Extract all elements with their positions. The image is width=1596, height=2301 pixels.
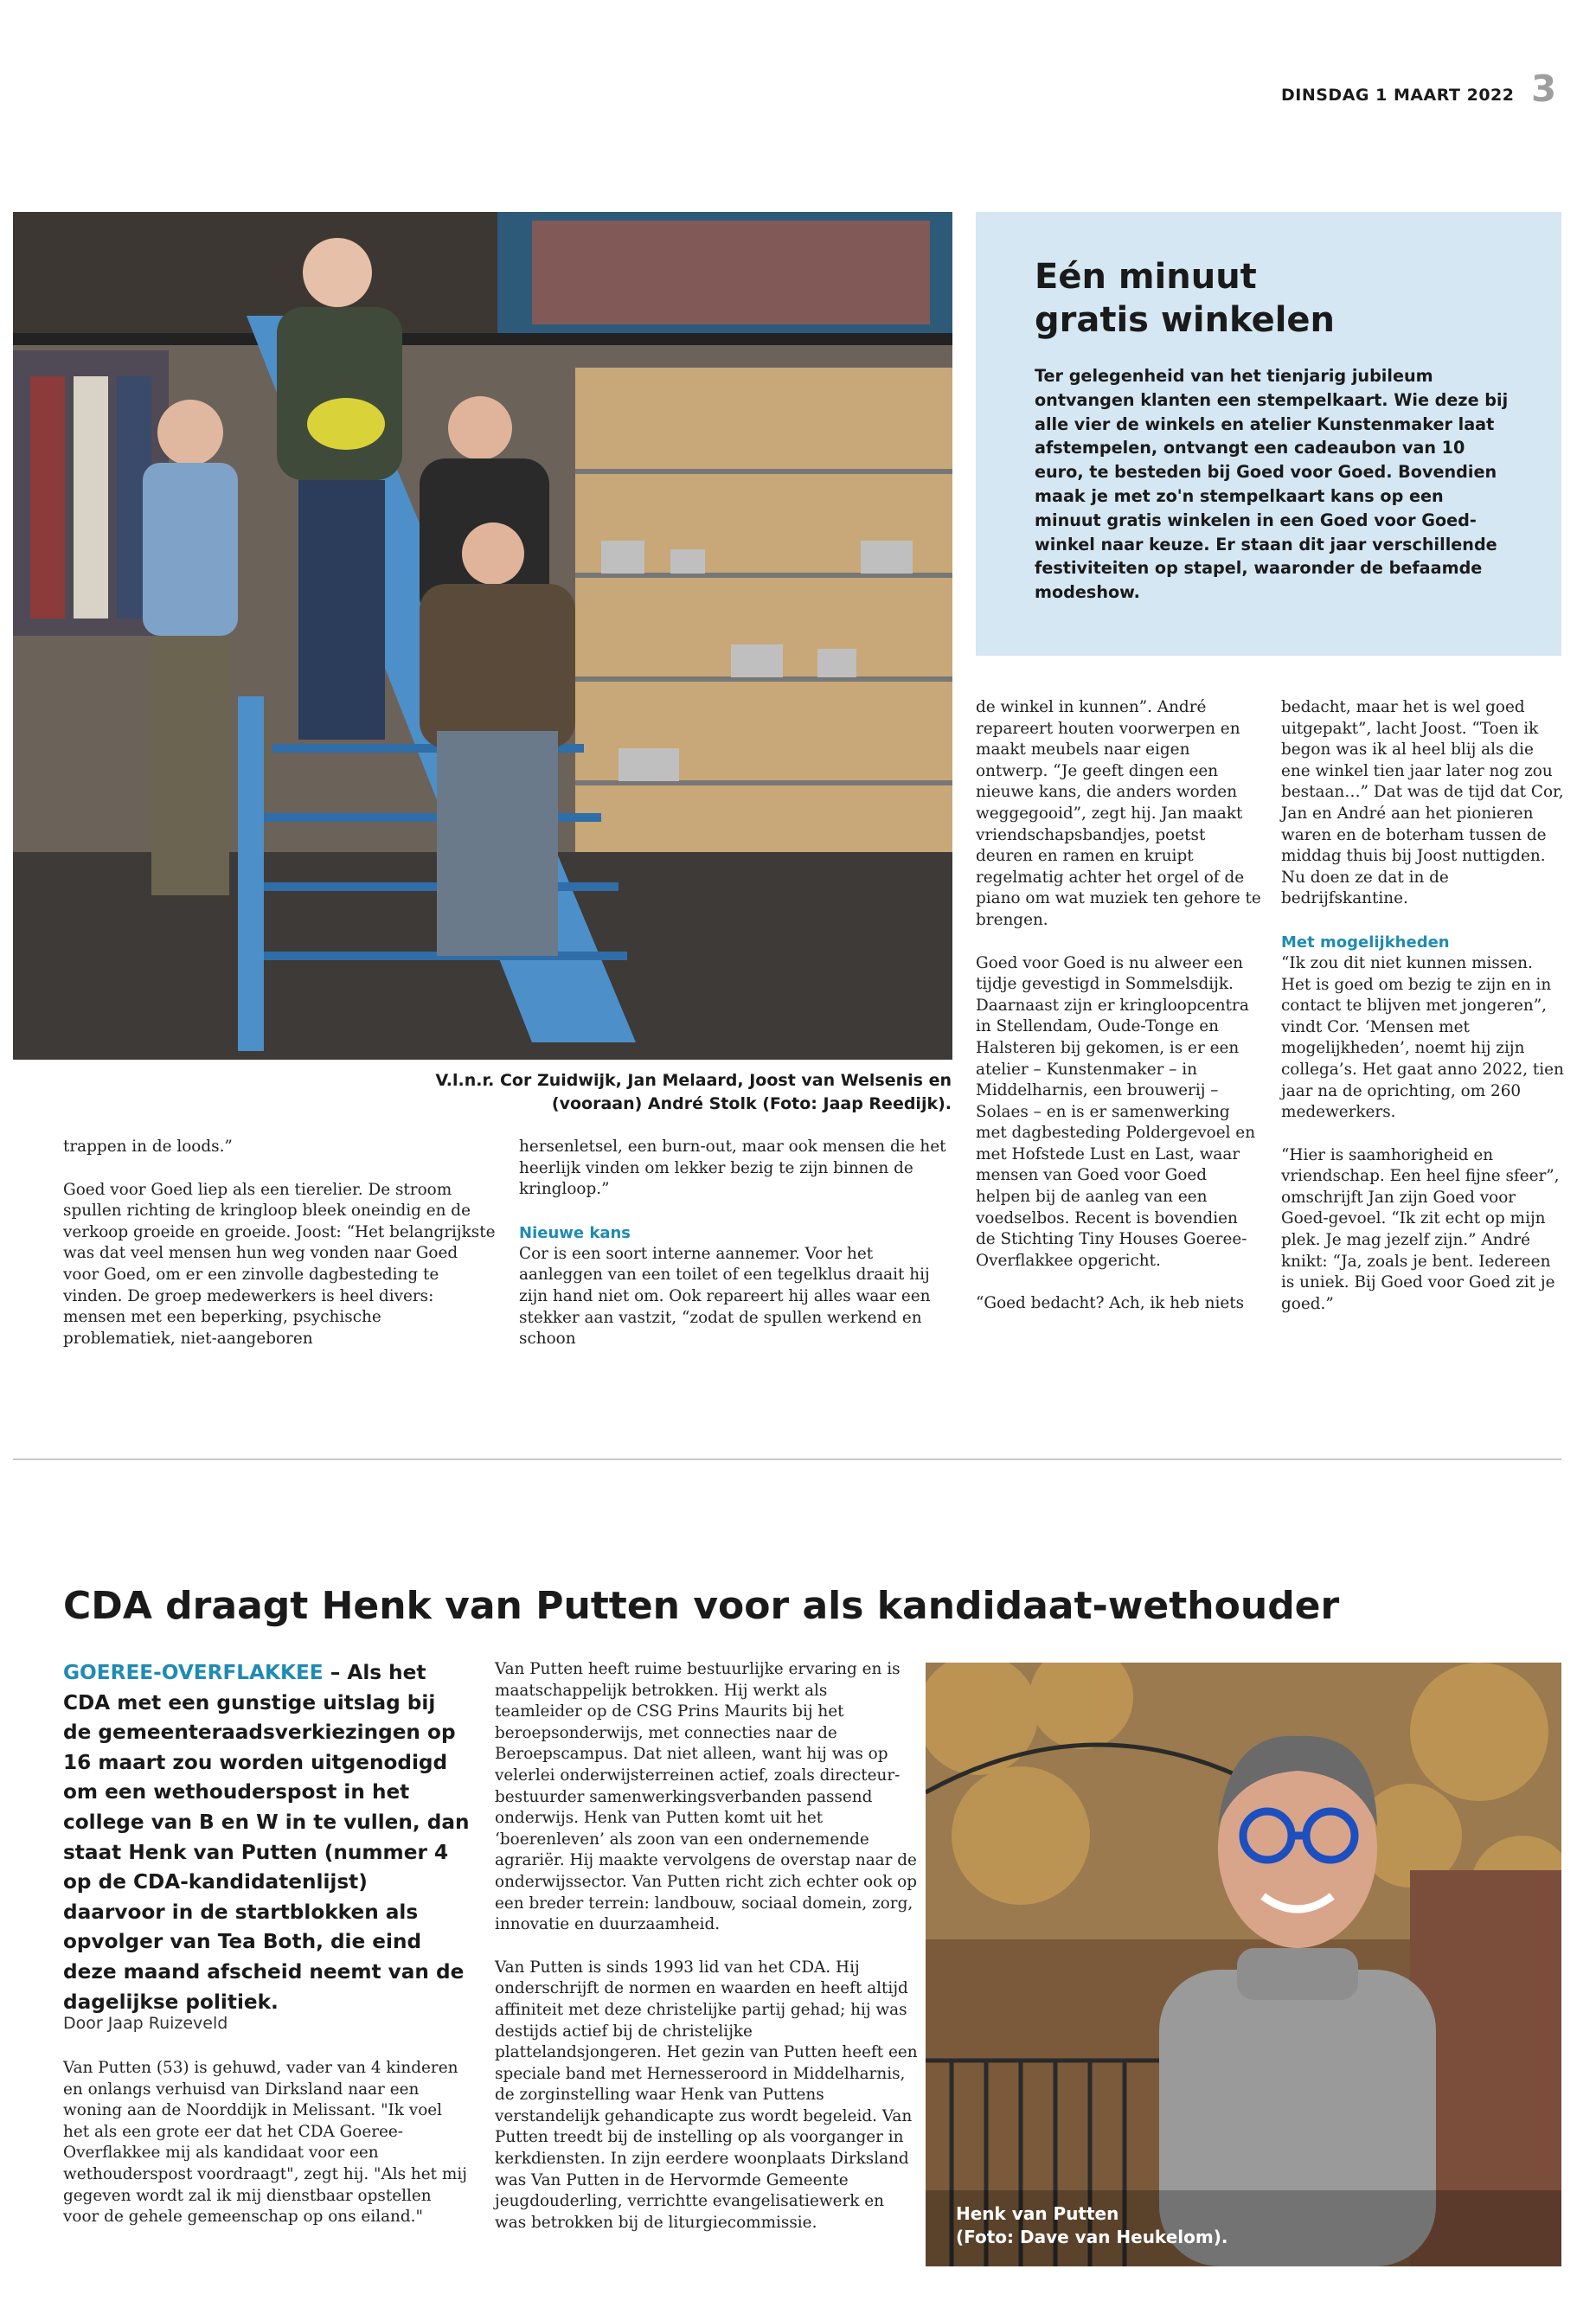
group-photo	[13, 212, 952, 1060]
page-number: 3	[1531, 67, 1557, 110]
info-box	[976, 212, 1561, 656]
paragraph: Goed voor Goed is nu alweer een tijdje gevestigd in Sommelsdijk. Daarnaast zijn er kringloopcentra in Stellendam, Oude-Tonge en Halsteren bij gekomen, is er een atelier – Kunstenmaker – in Middelharnis, een brouwerij – Solaes – en is er samenwerking met dagbesteding Poldergevoel en met Hofstede Lust en Last, waar mensen van Goed voor Goed helpen bij de aanleg van een voedselbos. Recent is bovendien de Stichting Tiny Houses Goeree-Overflakkee opgericht.	[976, 953, 1256, 1270]
paragraph: “Goed bedacht? Ach, ik heb niets	[976, 1294, 1245, 1313]
info-box-title-line1: Eén minuut	[1035, 257, 1257, 297]
paragraph: Van Putten is sinds 1993 lid van het CDA. Hij onderschrijft de normen en waarden en heeft altijd affiniteit met deze christelijke partij gehad; hij was destijds actief bij de christelijke plattelandsjongeren. Het gezin van Putten heeft een speciale band met Hernesseroord in Middelharnis, de zorginstelling waar Henk van Puttens verstandelijk gehandicapte zus wordt begeleid. Van Putten treedt bij de instelling op als voorganger in kerkdiensten. In zijn eerdere woonplaats Dirksland was Van Putten in de Hervormde Gemeente jeugdouderling, verrichtte evangelisatiewerk en was betrokken bij de liturgiecommissie.	[495, 1958, 918, 2232]
info-box-title	[1035, 255, 1509, 342]
paragraph: “Hier is saamhorigheid en vriendschap. Een heel fijne sfeer”, omschrijft Jan zijn Goed voor Goed-gevoel. “Ik zit echt op mijn plek. Je mag jezelf zijn.” André knikt: “Ja, zoals je bent. Iedereen is uniek. Bij Goed voor Goed zit je goed.”	[1281, 1145, 1560, 1313]
article1-column-3	[976, 697, 1261, 1315]
paragraph: trappen in de loods.”	[63, 1138, 233, 1156]
lead-placename: GOEREE-OVERFLAKKEE	[63, 1661, 324, 1684]
portrait-photo-illustration	[926, 1663, 1561, 2266]
paragraph: Van Putten (53) is gehuwd, vader van 4 kinderen en onlangs verhuisd van Dirksland naar een woning aan de Noorddijk in Melissant. "Ik voel het als een grote eer dat het CDA Goeree-Overflakkee mij als kandidaat voor een wethouderspost voordraagt", zegt hij. "Als het mij gegeven wordt zal ik mij dienstbaar opstellen voor de gehele gemeenschap op ons eiland."	[63, 2059, 467, 2227]
article2-lead	[63, 1658, 470, 2017]
group-photo-caption: V.l.n.r. Cor Zuidwijk, Jan Melaard, Joost van Welsenis en (vooraan) André Stolk (Foto: Jaap Reedijk).	[435, 1071, 952, 1113]
paragraph: hersenletsel, een burn-out, maar ook mensen die het heerlijk vinden om lekker bezig te zijn binnen de kringloop.”	[519, 1138, 946, 1199]
paragraph: bedacht, maar het is wel goed uitgepakt”, lacht Joost. “Toen ik begon was ik al heel blij als die ene winkel tien jaar later nog zou bestaan…” Dat was de tijd dat Cor, Jan en André aan het pionieren waren en de boterham tussen de middag thuis bij Joost nuttigden. Nu doen ze dat in de bedrijfskantine.	[1281, 698, 1564, 908]
info-box-body: Ter gelegenheid van het tienjarig jubileum ontvangen klanten een stempelkaart. Wie deze bij alle vier de winkels en atelier Kunstenmaker laat afstempelen, ontvangt een cadeaubon van 10 euro, te besteden bij Goed voor Goed. Bovendien maak je met zo'n stempelkaart kans op een minuut gratis winkelen in een Goed voor Goed-winkel naar keuze. Er staan dit jaar verschillende festiviteiten op stapel, waaronder de befaamde modeshow.	[1035, 366, 1509, 603]
lead-text: – Als het CDA met een gunstige uitslag bij de gemeenteraadsverkiezingen op 16 maart zou worden uitgenodigd om een wethouderspost in het college van B en W in te vullen, dan staat Henk van Putten (nummer 4 op de CDA-kandidatenlijst) daarvoor in de startblokken als opvolger van Tea Both, die eind deze maand afscheid neemt van de dagelijkse politiek.	[63, 1661, 470, 2014]
portrait-photo-caption	[956, 2202, 1388, 2249]
subheading-met-mogelijkheden: Met mogelijkheden	[1281, 933, 1450, 952]
paragraph: “Ik zou dit niet kunnen missen. Het is goed om bezig te zijn en in contact te blijven met jongeren”, vindt Cor. ‘Mensen met mogelijkheden’, noemt hij zijn collega’s. Het gaat anno 2022, tien jaar na de oprichting, om 260 medewerkers.	[1281, 953, 1564, 1122]
portrait-caption-credit: (Foto: Dave van Heukelom).	[956, 2227, 1228, 2247]
portrait-photo	[926, 1663, 1561, 2266]
article1-column-2	[519, 1137, 952, 1350]
article2-headline: CDA draagt Henk van Putten voor als kandidaat-wethouder	[63, 1584, 1340, 1628]
paragraph: Goed voor Goed liep als een tierelier. De stroom spullen richting de kringloop bleek oneindig en de verkoop groeide en groeide. Joost: “Het belangrijkste was dat veel mensen hun weg vonden naar Goed voor Goed, om er een zinvolle dagbesteding te vinden. De groep medewerkers is heel divers: mensen met een beperking, psychische problematiek, niet-aangeboren	[63, 1180, 496, 1348]
subheading-nieuwe-kans: Nieuwe kans	[519, 1223, 631, 1242]
info-box-title-line2: gratis winkelen	[1035, 300, 1336, 340]
article2-column-2	[495, 1659, 919, 2234]
group-photo-illustration	[13, 212, 952, 1060]
portrait-caption-name: Henk van Putten	[956, 2203, 1119, 2224]
paragraph: Van Putten heeft ruime bestuurlijke ervaring en is maatschappelijk betrokken. Hij werkt als teamleider op de CSG Prins Maurits bij het beroepsonderwijs, met connecties naar de Beroepscampus. Dat niet alleen, want hij was op velerlei onderwijsterreinen actief, zoals directeur-bestuurder samenwerkingsverbanden passend onderwijs. Henk van Putten komt uit het ‘boerenleven’ als zoon van een ondernemende agrariër. Hij maakte vervolgens de overstap naar de onderwijssector. Van Putten richt zich echter ook op een breder terrein: landbouw, sociaal domein, zorg, innovatie en duurzaamheid.	[495, 1660, 918, 1934]
issue-date: DINSDAG 1 MAART 2022	[1281, 86, 1515, 105]
article2-column-1	[63, 2058, 470, 2228]
paragraph: de winkel in kunnen”. André repareert houten voorwerpen en maakt meubels naar eigen ontwerp. “Je geeft dingen een nieuwe kans, die anders worden weggegooid”, zegt hij. Jan maakt vriendschapsbandjes, poetst deuren en ramen en kruipt regelmatig achter het orgel of de piano om wat muziek ten gehore te brengen.	[976, 698, 1261, 929]
section-divider	[13, 1458, 1561, 1460]
paragraph: Cor is een soort interne aannemer. Voor het aanleggen van een toilet of een tegelklus draait hij zijn hand niet om. Ook repareert hij alles waar een stekker aan vastzit, “zodat de spullen werkend en schoon	[519, 1244, 931, 1349]
article1-column-1	[63, 1137, 496, 1349]
article2-byline: Door Jaap Ruizeveld	[63, 2014, 228, 2033]
article1-column-4	[1281, 697, 1567, 1315]
